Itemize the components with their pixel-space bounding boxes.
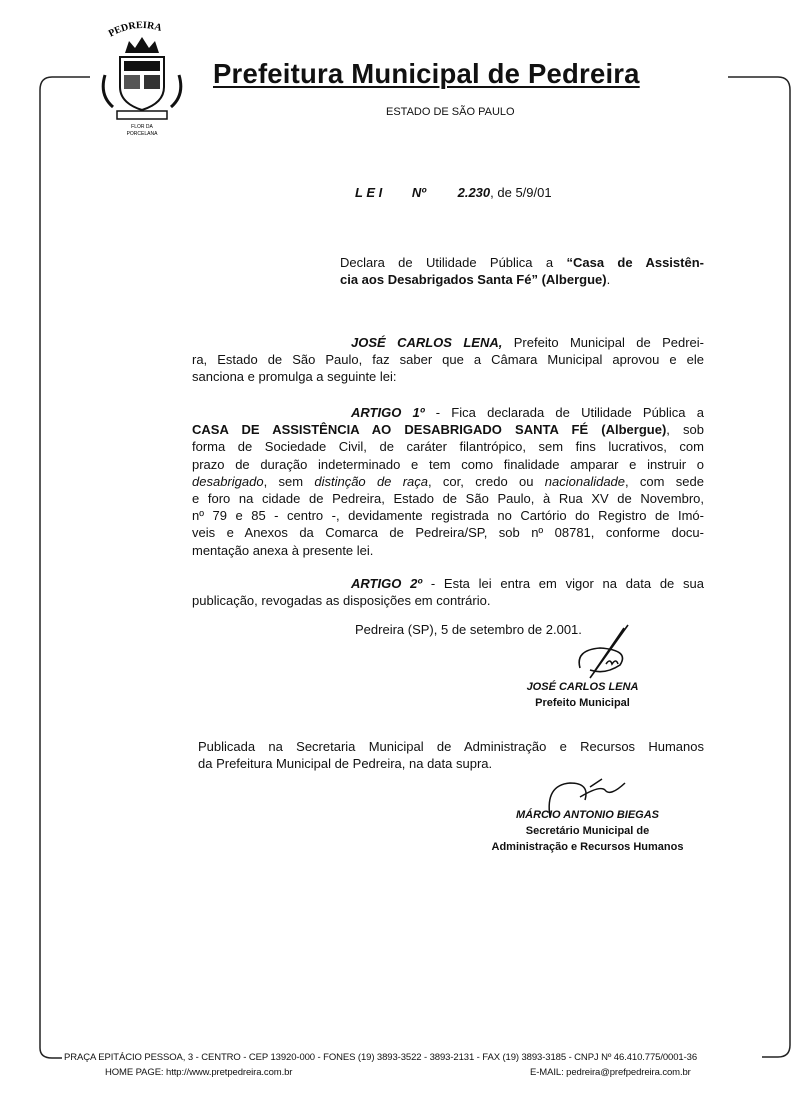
text-line bbox=[192, 421, 704, 438]
text-line bbox=[198, 755, 704, 772]
mayor-name: JOSÉ CARLOS LENA bbox=[526, 681, 639, 693]
text-segment: ARTIGO 1º bbox=[351, 405, 425, 420]
text-segment: ra, Estado de São Paulo, faz saber que a Câmara Municipal aprovou e ele bbox=[192, 352, 704, 368]
text-segment: , sem bbox=[263, 473, 315, 489]
text-segment: veis e Anexos da Comarca de Pedreira/SP, sob nº 08781, conforme docu- bbox=[192, 525, 704, 541]
text-line bbox=[192, 351, 704, 368]
text-line bbox=[192, 575, 704, 592]
text-segment: da Prefeitura Municipal de Pedreira, na data supra. bbox=[198, 756, 493, 772]
preamble-paragraph bbox=[192, 334, 704, 386]
svg-text:PEDREIRA: PEDREIRA bbox=[106, 19, 163, 40]
text-segment: nº 79 e 85 - centro -, devidamente registrada no Cartório do Registro de Imó- bbox=[192, 508, 704, 524]
text-segment: CASA DE ASSISTÊNCIA AO DESABRIGADO SANTA FÉ (Albergue) bbox=[192, 422, 667, 438]
letterhead-state: ESTADO DE SÃO PAULO bbox=[386, 106, 515, 118]
text-segment: , cor, credo ou bbox=[428, 473, 545, 489]
footer-homepage: HOME PAGE: http://www.pretpedreira.com.br bbox=[105, 1067, 293, 1078]
article-1-paragraph bbox=[192, 404, 704, 559]
secretary-name: MÁRCIO ANTONIO BIEGAS bbox=[515, 809, 659, 821]
text-line bbox=[192, 456, 704, 473]
text-line bbox=[192, 490, 704, 507]
text-line bbox=[192, 404, 704, 421]
text-line bbox=[192, 524, 704, 541]
law-date: , de 5/9/01 bbox=[490, 185, 552, 200]
text-segment: desabrigado bbox=[192, 473, 264, 489]
footer-email: E-MAIL: pedreira@prefpedreira.com.br bbox=[530, 1067, 691, 1078]
text-segment: , com sede bbox=[625, 473, 704, 489]
text-line bbox=[340, 271, 704, 288]
text-line bbox=[192, 438, 704, 455]
text-segment: Prefeito Municipal de Pedrei- bbox=[502, 335, 705, 350]
text-segment: forma de Sociedade Civil, de caráter filantrópico, sem fins lucrativos, com bbox=[192, 439, 704, 455]
text-segment: - Fica declarada de Utilidade Pública a bbox=[424, 405, 704, 420]
text-segment: Publicada na Secretaria Municipal de Administração e Recursos Humanos bbox=[198, 739, 704, 754]
text-segment: . bbox=[606, 272, 611, 288]
municipal-crest-logo bbox=[95, 15, 190, 140]
text-segment: distinção de raça bbox=[314, 473, 429, 489]
secretary-role-line-1: Secretário Municipal de bbox=[525, 825, 650, 837]
law-number-label: Nº bbox=[411, 185, 426, 200]
secretary-signature-block bbox=[475, 807, 700, 855]
text-segment: mentação anexa à presente lei. bbox=[192, 542, 374, 558]
mayor-signature-block bbox=[500, 679, 665, 711]
text-line bbox=[192, 334, 704, 351]
place-date: Pedreira (SP), 5 de setembro de 2.001. bbox=[355, 622, 582, 637]
svg-text:FLOR DA: FLOR DA bbox=[131, 124, 153, 130]
text-segment: ARTIGO 2º bbox=[351, 576, 423, 591]
letterhead-title: Prefeitura Municipal de Pedreira bbox=[213, 58, 640, 89]
text-segment: sanciona e promulga a seguinte lei: bbox=[192, 369, 397, 385]
law-label: L E I bbox=[355, 185, 383, 200]
mayor-signature-image bbox=[520, 620, 650, 685]
text-line bbox=[198, 738, 704, 755]
text-segment: cia aos Desabrigados Santa Fé” (Albergue) bbox=[340, 272, 607, 288]
text-line bbox=[192, 592, 704, 609]
law-number: 2.230 bbox=[457, 185, 491, 200]
secretary-role-line-2: Administração e Recursos Humanos bbox=[491, 841, 684, 853]
text-segment: publicação, revogadas as disposições em contrário. bbox=[192, 593, 491, 609]
text-line bbox=[192, 473, 704, 490]
footer-address: PRAÇA EPITÁCIO PESSOA, 3 - CENTRO - CEP 13920-000 - FONES (19) 3893-3522 - 3893-2131 - FAX (19) 3893-3185 - CNPJ Nº 46.410.775/0001-36 bbox=[64, 1052, 698, 1063]
law-heading bbox=[355, 185, 552, 200]
publication-note bbox=[198, 738, 704, 772]
text-segment: Declara de Utilidade Pública a bbox=[340, 255, 567, 270]
text-segment: , sob bbox=[666, 422, 704, 438]
text-line bbox=[340, 254, 704, 271]
text-line bbox=[192, 368, 704, 385]
law-summary bbox=[340, 254, 704, 288]
text-line bbox=[192, 507, 704, 524]
text-segment: - Esta lei entra em vigor na data de sua bbox=[422, 576, 704, 591]
text-segment: prazo de duração indeterminado e tem como finalidade amparar e instruir o bbox=[192, 456, 704, 472]
article-2-paragraph bbox=[192, 575, 704, 609]
text-segment: nacionalidade bbox=[544, 473, 626, 489]
text-line bbox=[192, 542, 704, 559]
text-segment: JOSÉ CARLOS LENA, bbox=[351, 335, 503, 350]
mayor-role: Prefeito Municipal bbox=[535, 697, 630, 709]
text-segment: e foro na cidade de Pedreira, Estado de São Paulo, à Rua XV de Novembro, bbox=[192, 490, 704, 506]
svg-text:PORCELANA: PORCELANA bbox=[126, 131, 158, 137]
text-segment: “Casa de Assistên- bbox=[566, 255, 704, 270]
